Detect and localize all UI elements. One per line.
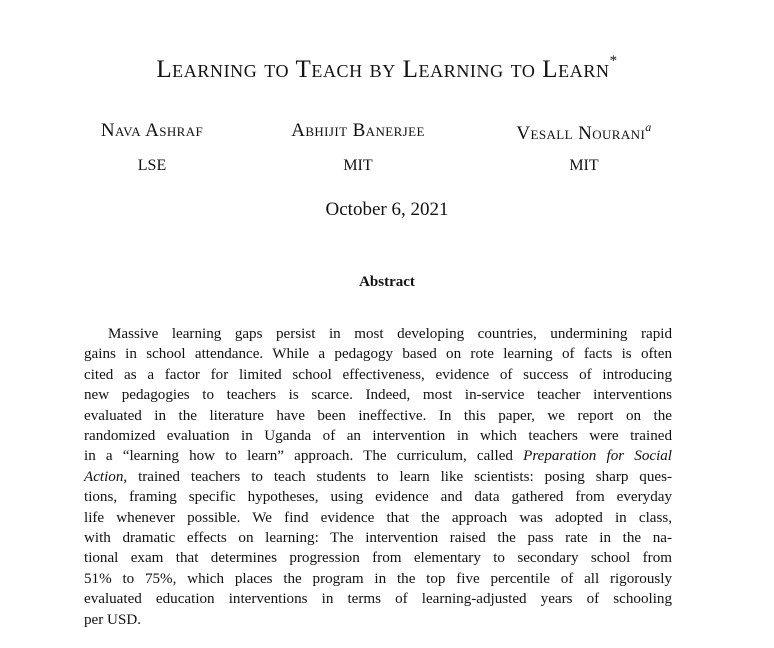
abstract-line-text: , trained teachers to teach students to learn like scientists: posing sharp ques- [123, 468, 672, 485]
author-name-text: Abhijit Banerjee [291, 120, 425, 141]
author-affiliation: MIT [343, 157, 373, 174]
abstract-line: life whenever possible. We find evidence that the approach was adopted in class, [84, 509, 672, 526]
abstract-line-text: in a “learning how to learn” approach. The curriculum, called [84, 448, 524, 465]
abstract-heading: Abstract [359, 274, 415, 290]
abstract-line: evaluated in the literature have been ineffective. In this paper, we report on the [84, 407, 672, 424]
abstract-line: new pedagogies to teachers is scarce. Indeed, most in-service teacher interventions [84, 387, 672, 404]
title-footnote-mark: * [609, 52, 618, 69]
curriculum-title: Action [84, 468, 124, 485]
paper-title-text: Learning to Teach by Learning to Learn [156, 55, 610, 83]
curriculum-title: Preparation for Social [523, 448, 672, 465]
paper-date: October 6, 2021 [325, 199, 449, 220]
abstract-line: evaluated education interventions in terms of learning-adjusted years of schooling [84, 591, 672, 608]
abstract-line: gains in school attendance. While a pedagogy based on rote learning of facts is often [84, 346, 672, 363]
abstract-line: 51% to 75%, which places the program in the top five percentile of all rigorously [84, 570, 672, 587]
abstract-body [84, 324, 672, 630]
author-affiliation: MIT [569, 157, 599, 174]
abstract-line [84, 467, 672, 487]
abstract-line: tions, framing specific hypotheses, using evidence and data gathered from everyday [84, 489, 672, 506]
author-name-text: Vesall Nourani [516, 123, 646, 144]
author-name-text: Nava Ashraf [100, 120, 204, 141]
abstract-line: Massive learning gaps persist in most developing countries, undermining rapid [108, 326, 672, 342]
paper-title [0, 53, 774, 84]
author-name [484, 120, 684, 145]
abstract-line: per USD. [84, 611, 142, 628]
abstract-line: tional exam that determines progression from elementary to secondary school from [84, 550, 672, 567]
abstract-line [84, 446, 672, 466]
author-footnote-mark: a [645, 120, 652, 134]
abstract-line: randomized evaluation in Uganda of an intervention in which teachers were trained [84, 428, 672, 445]
author-affiliation: LSE [137, 157, 167, 174]
abstract-line: cited as a factor for limited school effectiveness, evidence of success of introducing [84, 366, 672, 383]
author-name [260, 120, 456, 142]
author-name [64, 120, 240, 142]
abstract-line: with dramatic effects on learning: The intervention raised the pass rate in the na- [84, 530, 672, 547]
